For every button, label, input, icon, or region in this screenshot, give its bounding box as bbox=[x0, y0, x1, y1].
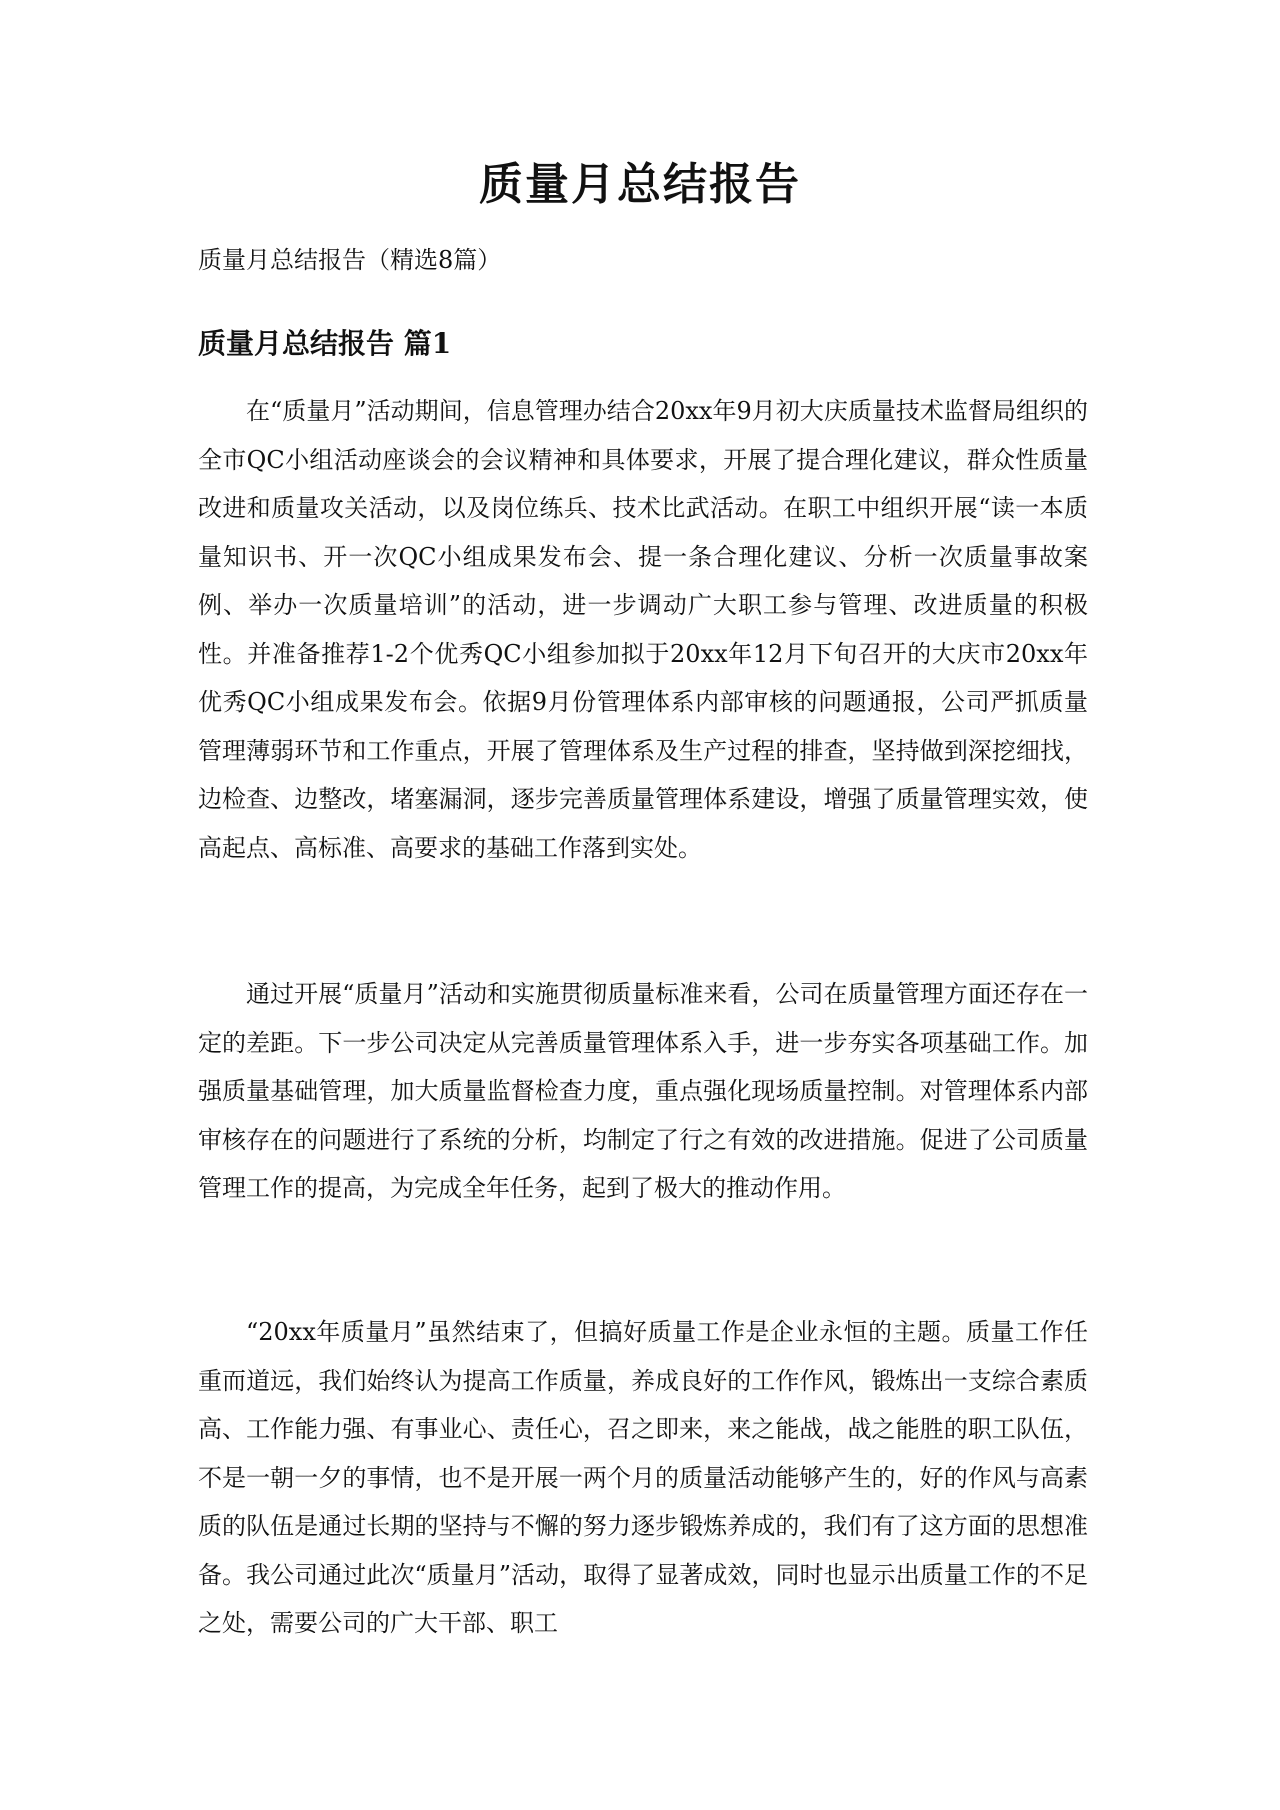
body-paragraph: 通过开展“质量月”活动和实施贯彻质量标准来看，公司在质量管理方面还存在一定的差距。下一步公司决定从完善质量管理体系入手，进一步夯实各项基础工作。加强质量基础管理，加大质量监督检查力度，重点强化现场质量控制。对管理体系内部审核存在的问题进行了系统的分析，均制定了行之有效的改进措施。促进了公司质量管理工作的提高，为完成全年任务，起到了极大的推动作用。 bbox=[198, 980, 1088, 1202]
document-subtitle: 质量月总结报告（精选8篇） bbox=[198, 246, 502, 274]
body-paragraph: “20xx年质量月”虽然结束了，但搞好质量工作是企业永恒的主题。质量工作任重而道远，我们始终认为提高工作质量，养成良好的工作作风，锻炼出一支综合素质高、工作能力强、有事业心、责任心，召之即来，来之能战，战之能胜的职工队伍，不是一朝一夕的事情，也不是开展一两个月的质量活动能够产生的，好的作风与高素质的队伍是通过长期的坚持与不懈的努力逐步锻炼养成的，我们有了这方面的思想准备。我公司通过此次“质量月”活动，取得了显著成效，同时也显示出质量工作的不足之处，需要公司的广大干部、职工 bbox=[198, 1318, 1088, 1637]
document-title: 质量月总结报告 bbox=[479, 159, 801, 210]
section-heading: 质量月总结报告 篇1 bbox=[198, 327, 452, 360]
body-paragraph: 在“质量月”活动期间，信息管理办结合20xx年9月初大庆质量技术监督局组织的全市QC小组活动座谈会的会议精神和具体要求，开展了提合理化建议，群众性质量改进和质量攻关活动，以及岗位练兵、技术比武活动。在职工中组织开展“读一本质量知识书、开一次QC小组成果发布会、提一条合理化建议、分析一次质量事故案例、举办一次质量培训”的活动，进一步调动广大职工参与管理、改进质量的积极性。并准备推荐1-2个优秀QC小组参加拟于20xx年12月下旬召开的大庆市20xx年优秀QC小组成果发布会。依据9月份管理体系内部审核的问题通报，公司严抓质量管理薄弱环节和工作重点，开展了管理体系及生产过程的排查，坚持做到深挖细找，边检查、边整改，堵塞漏洞，逐步完善质量管理体系建设，增强了质量管理实效，使高起点、高标准、高要求的基础工作落到实处。 bbox=[198, 397, 1088, 862]
